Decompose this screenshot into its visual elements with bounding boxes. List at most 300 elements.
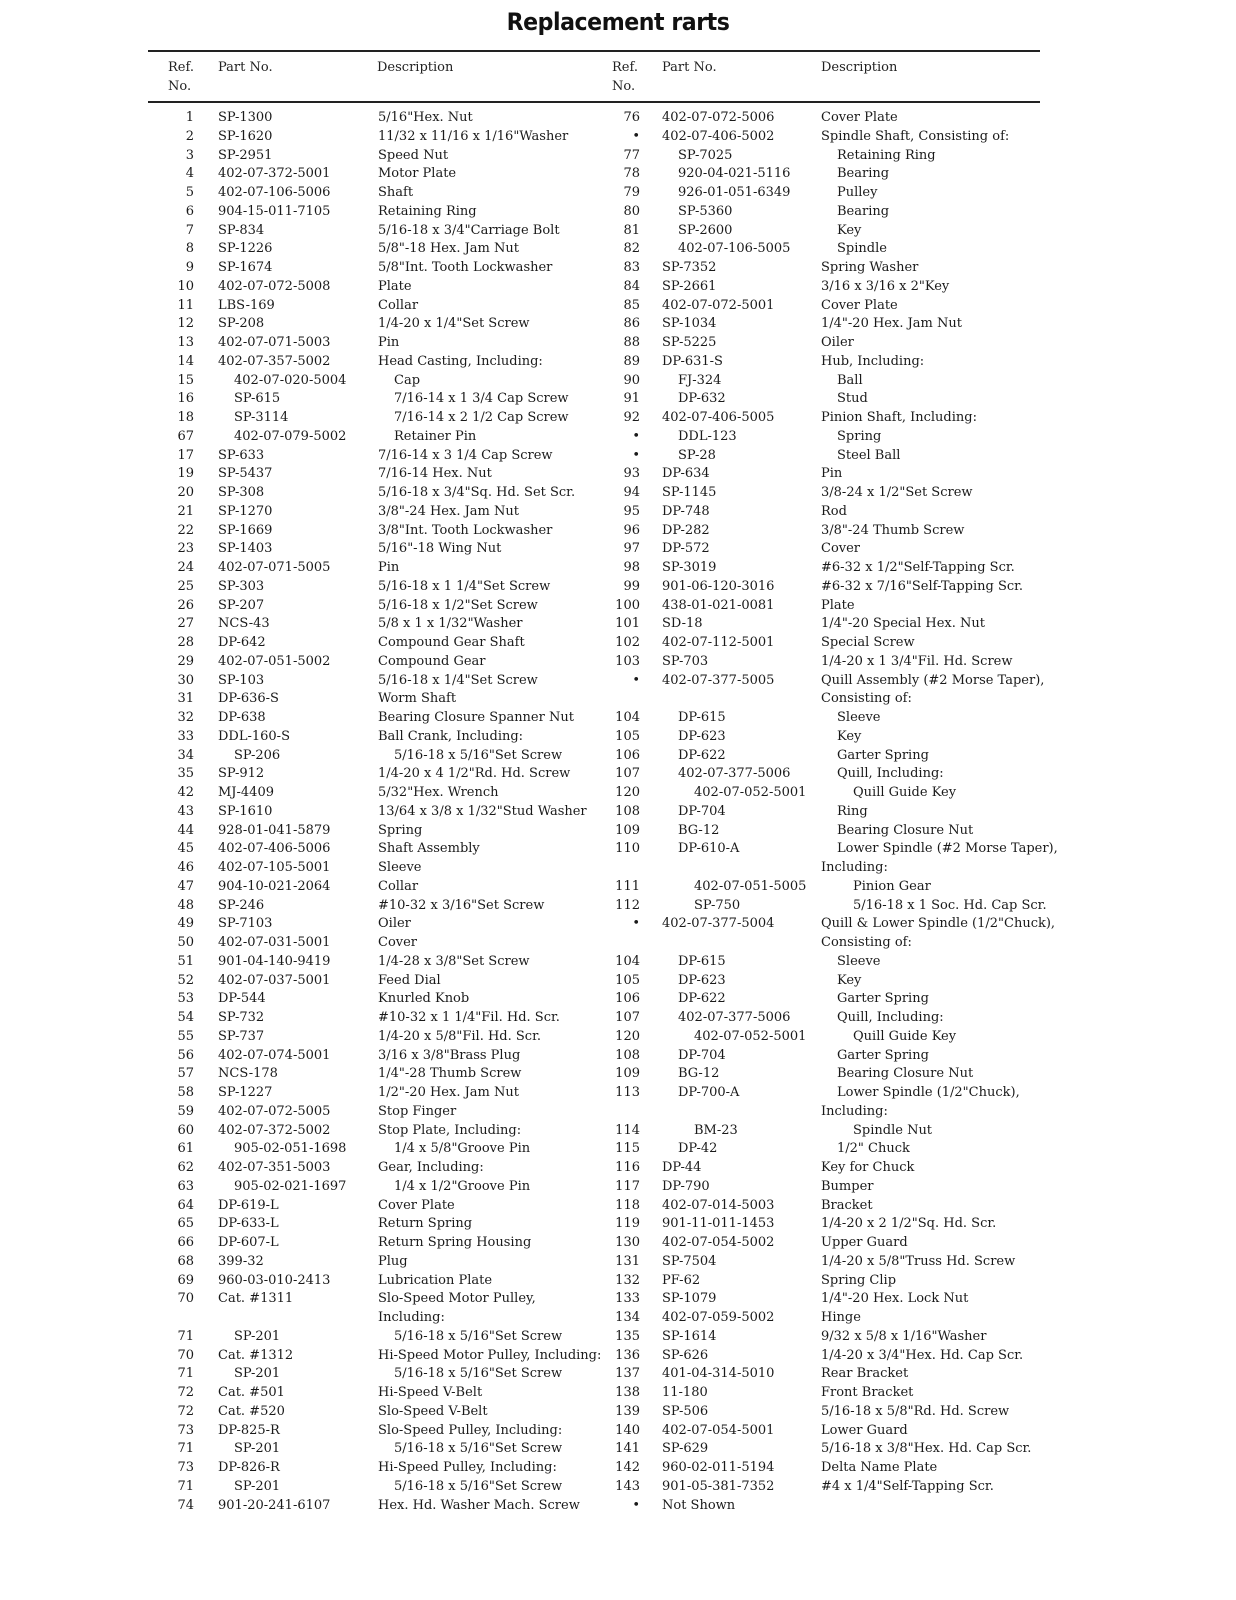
part-number: 402-07-072-5001 (662, 297, 775, 313)
part-number: 402-07-377-5004 (662, 916, 775, 932)
part-description: 5/8"-18 Hex. Jam Nut (378, 241, 519, 257)
part-description: 5/16"Hex. Nut (378, 110, 473, 125)
part-description: 5/16-18 x 5/16"Set Screw (394, 747, 563, 763)
ref-number: 108 (615, 803, 640, 819)
part-description: Key (837, 222, 862, 238)
ref-number: 49 (177, 916, 194, 932)
ref-number: 69 (177, 1272, 194, 1288)
part-description: Steel Ball (837, 447, 901, 463)
ref-number: 96 (623, 522, 640, 538)
ref-number: 71 (177, 1366, 194, 1382)
part-description: 7/16-14 x 1 3/4 Cap Screw (394, 391, 569, 407)
part-number: DP-572 (662, 541, 710, 557)
ref-number: • (632, 128, 640, 144)
part-number: BG-12 (678, 822, 720, 838)
part-description: Upper Guard (821, 1235, 908, 1250)
ref-number: 9 (185, 260, 194, 275)
part-description: Return Spring (378, 1216, 473, 1232)
part-description: Hi-Speed Motor Pulley, Including: (378, 1347, 602, 1363)
part-number: DP-826-R (218, 1460, 280, 1475)
part-number: 920-04-021-5116 (678, 166, 791, 182)
part-description: 1/4-20 x 5/8"Truss Hd. Screw (821, 1253, 1016, 1269)
part-number: SP-633 (218, 447, 265, 463)
part-description: Shaft Assembly (378, 841, 480, 857)
part-description: Including: (378, 1310, 445, 1325)
ref-number: 34 (177, 747, 194, 763)
part-description: 5/16-18 x 1/4"Set Screw (378, 672, 538, 688)
part-description: Compound Gear Shaft (378, 635, 525, 650)
part-description: Compound Gear (378, 653, 486, 669)
part-number: 11-180 (662, 1385, 708, 1400)
ref-number: • (632, 916, 640, 932)
ref-number: • (632, 672, 640, 688)
part-description: Plate (378, 278, 412, 294)
ref-number: 89 (623, 353, 640, 369)
part-description: Hex. Hd. Washer Mach. Screw (378, 1497, 580, 1513)
part-description: Bearing Closure Spanner Nut (378, 710, 574, 725)
part-number: 901-05-381-7352 (662, 1478, 775, 1494)
part-number: Cat. #1312 (218, 1347, 294, 1363)
part-description: Special Screw (821, 635, 915, 650)
ref-number: 103 (615, 653, 640, 669)
ref-number: 94 (623, 485, 640, 500)
part-number: DP-282 (662, 522, 710, 538)
part-description: 5/16-18 x 5/16"Set Screw (394, 1366, 563, 1382)
part-description: Retainer Pin (394, 428, 477, 444)
part-number: 960-03-010-2413 (218, 1272, 331, 1288)
part-description: Sleeve (837, 710, 881, 725)
ref-number: 76 (623, 110, 640, 125)
part-description: Quill, Including: (837, 1010, 944, 1025)
part-description: Bearing Closure Nut (837, 822, 974, 838)
part-description: Garter Spring (837, 1047, 929, 1063)
ref-number: 5 (185, 185, 194, 200)
part-number: DP-638 (218, 710, 266, 725)
part-number: 402-07-351-5003 (218, 1160, 331, 1175)
part-number: DDL-160-S (218, 728, 290, 744)
part-number: SP-1270 (218, 503, 273, 519)
ref-number: 35 (177, 766, 194, 782)
ref-number: 7 (185, 222, 194, 238)
part-description: Retaining Ring (837, 147, 936, 163)
part-number: DP-632 (678, 391, 726, 407)
part-description: Hinge (821, 1310, 861, 1325)
ref-number: 12 (177, 316, 194, 332)
part-description: Spring Clip (821, 1272, 897, 1288)
ref-number: 45 (177, 841, 194, 857)
ref-number: • (632, 1497, 640, 1513)
part-description: Key (837, 972, 862, 988)
ref-number: 115 (615, 1141, 640, 1157)
part-number: SP-615 (234, 391, 281, 407)
part-description: Spring (378, 822, 423, 838)
part-description: 1/2" Chuck (837, 1141, 910, 1157)
part-description: Quill & Lower Spindle (1/2"Chuck), (821, 916, 1056, 932)
part-number: SP-1403 (218, 541, 273, 557)
part-description: Pinion Shaft, Including: (821, 410, 977, 425)
part-description: Head Casting, Including: (378, 353, 543, 369)
ref-number: 68 (177, 1253, 194, 1269)
part-number: SP-2951 (218, 147, 273, 163)
part-number: SP-1300 (218, 110, 273, 125)
ref-number: • (632, 428, 640, 444)
ref-number: 74 (177, 1497, 194, 1513)
part-description: Including: (821, 1103, 888, 1119)
ref-number: 135 (615, 1328, 640, 1344)
ref-number: 106 (615, 747, 640, 763)
part-number: 402-07-052-5001 (694, 1028, 807, 1044)
ref-number: 80 (623, 203, 640, 219)
part-description: #6-32 x 7/16"Self-Tapping Scr. (821, 578, 1024, 594)
part-description: Stud (837, 391, 868, 407)
part-number: 928-01-041-5879 (218, 822, 331, 838)
part-description: Stop Plate, Including: (378, 1122, 522, 1138)
part-description: Knurled Knob (378, 991, 470, 1007)
part-number: SP-1227 (218, 1085, 273, 1100)
part-description: Pin (378, 335, 400, 350)
part-description: 3/8"-24 Hex. Jam Nut (378, 503, 519, 519)
part-no-header-right: Part No. (662, 60, 717, 75)
part-number: 402-07-112-5001 (662, 635, 775, 650)
part-description: 3/8"-24 Thumb Screw (821, 522, 965, 538)
part-description: 1/4-20 x 5/8"Fil. Hd. Scr. (378, 1028, 541, 1044)
part-number: SP-201 (234, 1478, 281, 1494)
part-number: NCS-43 (218, 616, 270, 632)
part-number: DP-622 (678, 747, 726, 763)
ref-number: 19 (177, 466, 194, 482)
part-description: Feed Dial (378, 972, 441, 988)
part-number: SP-201 (234, 1328, 281, 1344)
part-number: SP-7103 (218, 916, 273, 932)
part-number: DP-615 (678, 953, 726, 969)
part-description: Hi-Speed V-Belt (378, 1385, 483, 1400)
part-description: Front Bracket (821, 1385, 914, 1400)
part-description: Plate (821, 597, 855, 613)
part-number: SP-1614 (662, 1328, 717, 1344)
header-bottom-rule (148, 101, 1040, 103)
part-description: Garter Spring (837, 991, 929, 1007)
part-description: Bearing (837, 203, 890, 219)
part-description: #10-32 x 1 1/4"Fil. Hd. Scr. (378, 1010, 560, 1025)
part-number: 402-07-051-5002 (218, 653, 331, 669)
part-number: 402-07-406-5002 (662, 128, 775, 144)
ref-number: 108 (615, 1047, 640, 1063)
ref-number: 81 (623, 222, 640, 238)
ref-number: 97 (623, 541, 640, 557)
ref-number: 104 (615, 953, 640, 969)
part-number: Not Shown (662, 1497, 736, 1513)
part-description: #4 x 1/4"Self-Tapping Scr. (821, 1478, 994, 1494)
ref-number: 136 (615, 1347, 640, 1363)
part-description: Including: (821, 860, 888, 875)
part-number: 402-07-059-5002 (662, 1310, 775, 1325)
part-number: 402-07-054-5002 (662, 1235, 775, 1250)
ref-number: 78 (623, 166, 640, 182)
part-description: Lower Spindle (#2 Morse Taper), (837, 841, 1058, 857)
part-description: 1/4-20 x 1 3/4"Fil. Hd. Screw (821, 653, 1013, 669)
part-description: 1/4-20 x 2 1/2"Sq. Hd. Scr. (821, 1216, 997, 1232)
part-number: DP-619-L (218, 1197, 279, 1213)
part-description: Cover (378, 935, 418, 950)
ref-number: 17 (177, 447, 194, 463)
ref-header-line1: Ref. (168, 60, 194, 75)
part-number: MJ-4409 (218, 785, 274, 800)
part-description: 5/16-18 x 3/8"Hex. Hd. Cap Scr. (821, 1441, 1032, 1457)
part-description: 1/4 x 5/8"Groove Pin (394, 1141, 531, 1157)
part-number: SP-3114 (234, 410, 289, 425)
part-description: Ball (837, 372, 863, 388)
part-number: SP-7504 (662, 1253, 717, 1269)
part-description: Return Spring Housing (378, 1235, 532, 1250)
ref-number: 84 (623, 278, 640, 294)
ref-number: 93 (623, 466, 640, 482)
part-description: Cover Plate (378, 1197, 455, 1213)
part-number: SP-201 (234, 1366, 281, 1382)
part-description: Slo-Speed Motor Pulley, (378, 1291, 536, 1307)
part-description: Garter Spring (837, 747, 929, 763)
part-number: 926-01-051-6349 (678, 185, 791, 200)
ref-number: 2 (185, 128, 194, 144)
ref-number: 142 (615, 1460, 640, 1475)
ref-number: 138 (615, 1385, 640, 1400)
ref-number: 110 (615, 841, 640, 857)
part-description: 7/16-14 x 3 1/4 Cap Screw (378, 447, 553, 463)
part-description: Shaft (378, 185, 414, 200)
ref-number: 143 (615, 1478, 640, 1494)
part-number: SP-207 (218, 597, 265, 613)
ref-number: 53 (177, 991, 194, 1007)
part-description: Pin (378, 560, 400, 575)
part-number: SP-1226 (218, 241, 273, 257)
part-number: SP-103 (218, 672, 265, 688)
ref-number: 116 (615, 1160, 640, 1175)
part-number: SP-5360 (678, 203, 733, 219)
part-description: Ball Crank, Including: (378, 728, 524, 744)
part-number: SD-18 (662, 616, 703, 632)
part-number: SP-246 (218, 897, 265, 913)
part-number: 402-07-106-5005 (678, 241, 791, 257)
ref-number: 50 (177, 935, 194, 950)
part-number: SP-1674 (218, 260, 273, 275)
ref-number: 71 (177, 1328, 194, 1344)
part-number: DP-704 (678, 803, 726, 819)
part-description: Ring (837, 803, 868, 819)
part-number: 402-07-037-5001 (218, 972, 331, 988)
ref-number: 119 (615, 1216, 640, 1232)
ref-number: 105 (615, 972, 640, 988)
ref-number: 43 (177, 803, 194, 819)
ref-number: 73 (177, 1460, 194, 1475)
part-description: 3/16 x 3/8"Brass Plug (378, 1047, 521, 1063)
part-number: SP-737 (218, 1028, 265, 1044)
part-number: DP-636-S (218, 691, 279, 707)
part-description: 3/16 x 3/16 x 2"Key (821, 278, 950, 294)
ref-number: 72 (177, 1403, 194, 1419)
ref-header-line1: Ref. (612, 60, 638, 75)
ref-number: 86 (623, 316, 640, 332)
part-number: 402-07-020-5004 (234, 372, 347, 388)
ref-number: 105 (615, 728, 640, 744)
ref-number: 109 (615, 822, 640, 838)
part-description: 3/8"Int. Tooth Lockwasher (378, 522, 553, 538)
part-number: 402-07-072-5005 (218, 1103, 331, 1119)
part-description: 5/16"-18 Wing Nut (378, 541, 502, 557)
ref-number: 102 (615, 635, 640, 650)
part-description: 1/4-28 x 3/8"Set Screw (378, 953, 530, 969)
part-description: Cover Plate (821, 110, 898, 125)
ref-number: 30 (177, 672, 194, 688)
ref-number: 56 (177, 1047, 194, 1063)
ref-number: 134 (615, 1310, 640, 1325)
ref-number: 114 (615, 1122, 640, 1138)
part-number: SP-1034 (662, 316, 717, 332)
part-number: 402-07-106-5006 (218, 185, 331, 200)
ref-number: 10 (177, 278, 194, 294)
part-number: Cat. #520 (218, 1403, 285, 1419)
ref-number: 60 (177, 1122, 194, 1138)
part-description: Bracket (821, 1197, 873, 1213)
part-number: 402-07-014-5003 (662, 1197, 775, 1213)
part-number: DP-704 (678, 1047, 726, 1063)
part-description: Spring Washer (821, 260, 919, 275)
ref-number: 11 (177, 297, 194, 313)
part-description: 5/8 x 1 x 1/32"Washer (378, 616, 523, 632)
part-number: SP-703 (662, 653, 709, 669)
part-description: 13/64 x 3/8 x 1/32"Stud Washer (378, 803, 587, 819)
part-description: 1/4"-20 Hex. Jam Nut (821, 316, 962, 332)
part-number: 960-02-011-5194 (662, 1460, 775, 1475)
part-number: 402-07-074-5001 (218, 1047, 331, 1063)
part-description: Plug (378, 1253, 408, 1269)
part-description: Quill Assembly (#2 Morse Taper), (821, 672, 1045, 688)
part-number: DP-623 (678, 728, 726, 744)
part-number: SP-506 (662, 1403, 709, 1419)
part-number: DP-642 (218, 635, 266, 650)
ref-number: 14 (177, 353, 194, 369)
part-number: 402-07-031-5001 (218, 935, 331, 950)
ref-number: 71 (177, 1441, 194, 1457)
part-number: DP-615 (678, 710, 726, 725)
ref-number: 95 (623, 503, 640, 519)
part-description: Rear Bracket (821, 1366, 909, 1382)
ref-number: 131 (615, 1253, 640, 1269)
part-description: 5/16-18 x 1 1/4"Set Screw (378, 578, 551, 594)
part-description: 5/16-18 x 5/16"Set Screw (394, 1328, 563, 1344)
ref-number: 23 (177, 541, 194, 557)
part-number: 402-07-372-5001 (218, 166, 331, 182)
part-number: 402-07-072-5006 (662, 110, 775, 125)
ref-number: 47 (177, 878, 194, 894)
part-number: SP-2600 (678, 222, 733, 238)
part-description: Hub, Including: (821, 353, 925, 369)
part-description: Quill Guide Key (853, 785, 957, 800)
part-description: Worm Shaft (378, 691, 457, 707)
part-number: DP-44 (662, 1160, 702, 1175)
part-number: DP-700-A (678, 1085, 740, 1100)
part-number: DP-634 (662, 466, 710, 482)
part-description: Collar (378, 878, 419, 894)
part-description: 5/8"Int. Tooth Lockwasher (378, 260, 553, 275)
ref-number: 8 (185, 241, 194, 257)
ref-number: 98 (623, 560, 640, 575)
ref-number: 22 (177, 522, 194, 538)
part-description: 5/16-18 x 5/8"Rd. Hd. Screw (821, 1403, 1010, 1419)
ref-number: 27 (177, 616, 194, 632)
page-title: Replacement rarts (506, 8, 730, 36)
part-number: SP-912 (218, 766, 265, 782)
part-number: 904-10-021-2064 (218, 878, 331, 894)
ref-number: 85 (623, 297, 640, 313)
part-description: #6-32 x 1/2"Self-Tapping Scr. (821, 560, 1015, 575)
part-description: Spindle Nut (853, 1122, 933, 1138)
ref-number: 111 (615, 878, 640, 894)
part-description: Pinion Gear (853, 878, 931, 894)
part-number: 402-07-357-5002 (218, 353, 331, 369)
part-description: 5/16-18 x 1/2"Set Screw (378, 597, 538, 613)
part-number: SP-1079 (662, 1291, 717, 1307)
part-description: Key (837, 728, 862, 744)
part-number: 402-07-072-5008 (218, 278, 331, 294)
ref-number: 107 (615, 766, 640, 782)
part-number: 402-07-377-5006 (678, 1010, 791, 1025)
part-number: DP-633-L (218, 1216, 279, 1232)
ref-number: 72 (177, 1385, 194, 1400)
part-number: SP-5437 (218, 466, 273, 482)
part-number: DP-748 (662, 503, 710, 519)
part-number: DP-790 (662, 1178, 710, 1194)
ref-number: • (632, 447, 640, 463)
ref-number: 18 (177, 410, 194, 425)
ref-number: 21 (177, 503, 194, 519)
ref-number: 52 (177, 972, 194, 988)
part-description: Delta Name Plate (821, 1460, 938, 1475)
part-description: 3/8-24 x 1/2"Set Screw (821, 485, 973, 500)
part-description: Lubrication Plate (378, 1272, 493, 1288)
part-number: DP-631-S (662, 353, 723, 369)
part-description: Hi-Speed Pulley, Including: (378, 1460, 557, 1475)
part-description: Retaining Ring (378, 203, 477, 219)
part-description: Cover (821, 541, 861, 557)
part-number: BG-12 (678, 1066, 720, 1082)
part-description: Spring (837, 428, 882, 444)
part-number: 402-07-105-5001 (218, 860, 331, 875)
ref-number: 63 (177, 1178, 194, 1194)
ref-number: 113 (615, 1085, 640, 1100)
part-description: Bearing Closure Nut (837, 1066, 974, 1082)
ref-number: 33 (177, 728, 194, 744)
part-description: Speed Nut (378, 147, 449, 163)
part-number: SP-1669 (218, 522, 273, 538)
part-description: 1/4"-20 Hex. Lock Nut (821, 1291, 969, 1307)
part-description: 1/4-20 x 4 1/2"Rd. Hd. Screw (378, 766, 571, 782)
ref-number: 79 (623, 185, 640, 200)
part-number: Cat. #501 (218, 1385, 285, 1400)
ref-number: 118 (615, 1197, 640, 1213)
part-description: 1/4 x 1/2"Groove Pin (394, 1178, 531, 1194)
part-no-header-left: Part No. (218, 60, 273, 75)
ref-number: 88 (623, 335, 640, 350)
ref-number: 28 (177, 635, 194, 650)
ref-number: 26 (177, 597, 194, 613)
part-number: 399-32 (218, 1253, 264, 1269)
part-number: FJ-324 (678, 372, 722, 388)
part-number: SP-308 (218, 485, 265, 500)
ref-number: 66 (177, 1235, 194, 1250)
part-description: Oiler (821, 335, 854, 350)
part-number: Cat. #1311 (218, 1291, 294, 1307)
part-number: SP-28 (678, 447, 716, 463)
ref-number: 71 (177, 1478, 194, 1494)
